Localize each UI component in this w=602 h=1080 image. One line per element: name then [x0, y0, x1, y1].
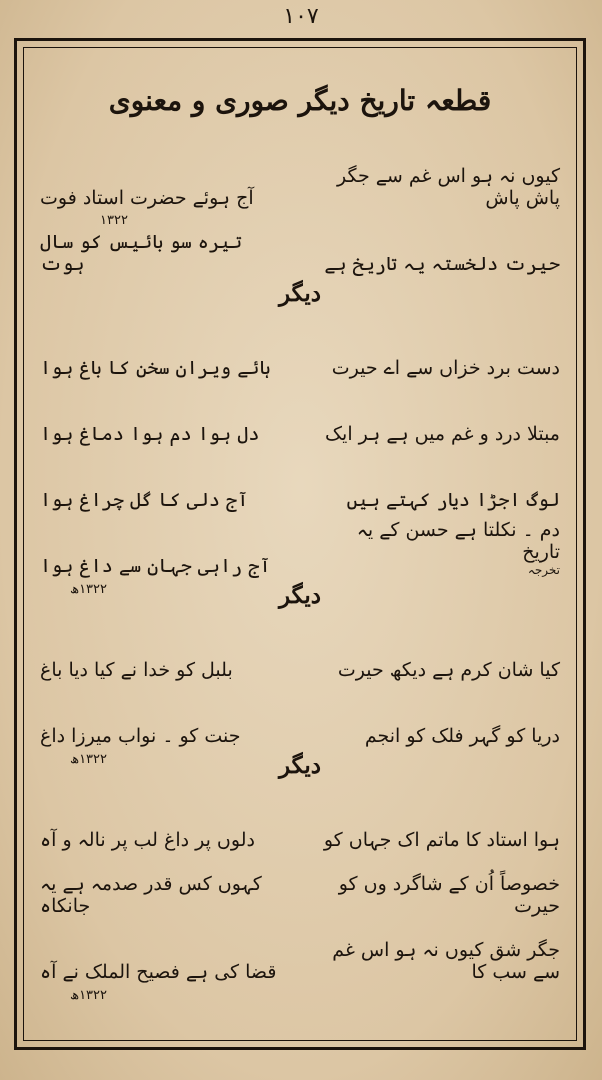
- couplet-first-line: لوگ اجڑا دیار کہتے ہیں: [346, 489, 560, 511]
- couplet-first-line: کیوں نہ ہو اس غم سے جگر پاش پاش: [337, 165, 560, 209]
- date-note: ۱۳۲۲: [100, 213, 128, 228]
- couplet-first-line-wrap: [316, 519, 560, 577]
- couplet: [40, 917, 560, 1003]
- couplet-second-line: کہوں کس قدر صدمہ ہے یہ جانکاہ: [40, 873, 262, 917]
- couplet-second-line: بلبل کو خدا نے کیا دیا باغ: [40, 659, 233, 681]
- date-note: ۱۳۲۲ھ: [70, 582, 108, 597]
- page-title: قطعہ تاریخ دیگر صوری و معنوی: [108, 84, 492, 117]
- section-heading: دیگر: [278, 582, 322, 609]
- couplet-first-line: دریا کو گہر فلک کو انجم: [364, 725, 560, 747]
- couplet-first-line: مبتلا درد و غم میں ہے ہر ایک: [325, 423, 560, 445]
- couplet-first-line: دم ۔ نکلتا ہے حسن کے یہ تاریخ: [356, 519, 560, 563]
- side-note: تخرجہ: [527, 563, 560, 577]
- couplet: [40, 143, 560, 209]
- page-content: [40, 70, 560, 1030]
- couplet: [40, 445, 560, 511]
- couplet-second-line-wrap: [40, 213, 284, 275]
- date-note: ۱۳۲۲ھ: [70, 988, 108, 1003]
- couplet-first-line: حیرت دلخستہ یہ تاریخ ہے: [324, 253, 560, 275]
- couplet-first-line: خصوصاً اُن کے شاگرد وں کو حیرت: [338, 873, 560, 917]
- section-heading: دیگر: [278, 280, 322, 307]
- couplet-second-line: دل ہوا دم ہوا دماغ ہوا: [40, 423, 260, 445]
- couplet: [40, 615, 560, 681]
- date-note: ۱۳۲۲ھ: [70, 752, 108, 767]
- couplet-second-line: قضا کی ہے فصیح الملک نے آہ: [40, 961, 277, 983]
- couplet-second-line: ہائے ویران سخن کا باغ ہوا: [40, 357, 271, 379]
- couplet-first-line: دست برد خزاں سے اے حیرت: [331, 357, 560, 379]
- couplet-second-line-wrap: [40, 961, 284, 1003]
- couplet-second-line: آج دلی کا گل چراغ ہوا: [40, 489, 249, 511]
- couplet-first-line: جگر شق کیوں نہ ہو اس غم سے سب کا: [332, 939, 560, 983]
- section-heading: دیگر: [278, 752, 322, 779]
- couplet-second-line: دلوں پر داغ لب پر نالہ و آہ: [40, 829, 255, 851]
- couplet: [40, 379, 560, 445]
- couplet-second-line: جنت کو ۔ نواب میرزا داغ: [40, 725, 241, 747]
- couplet-first-line: کیا شان کرم ہے دیکھ حیرت: [337, 659, 560, 681]
- couplet-second-line: تیرہ سو بائیس کو سال ہوت: [40, 231, 243, 275]
- couplet: [40, 209, 560, 275]
- couplet: [40, 313, 560, 379]
- couplet-first-line: ہوا استاد کا ماتم اک جہاں کو: [323, 829, 560, 851]
- couplet-second-line-wrap: [40, 555, 284, 597]
- page-number: ١٠٧: [283, 4, 319, 29]
- couplet-second-line: آج راہی جہان سے داغ ہوا: [40, 555, 271, 577]
- couplet: [40, 851, 560, 917]
- couplet-second-line: آج ہوئے حضرت استاد فوت: [40, 187, 254, 209]
- couplet: [40, 785, 560, 851]
- couplet-second-line-wrap: [40, 725, 284, 767]
